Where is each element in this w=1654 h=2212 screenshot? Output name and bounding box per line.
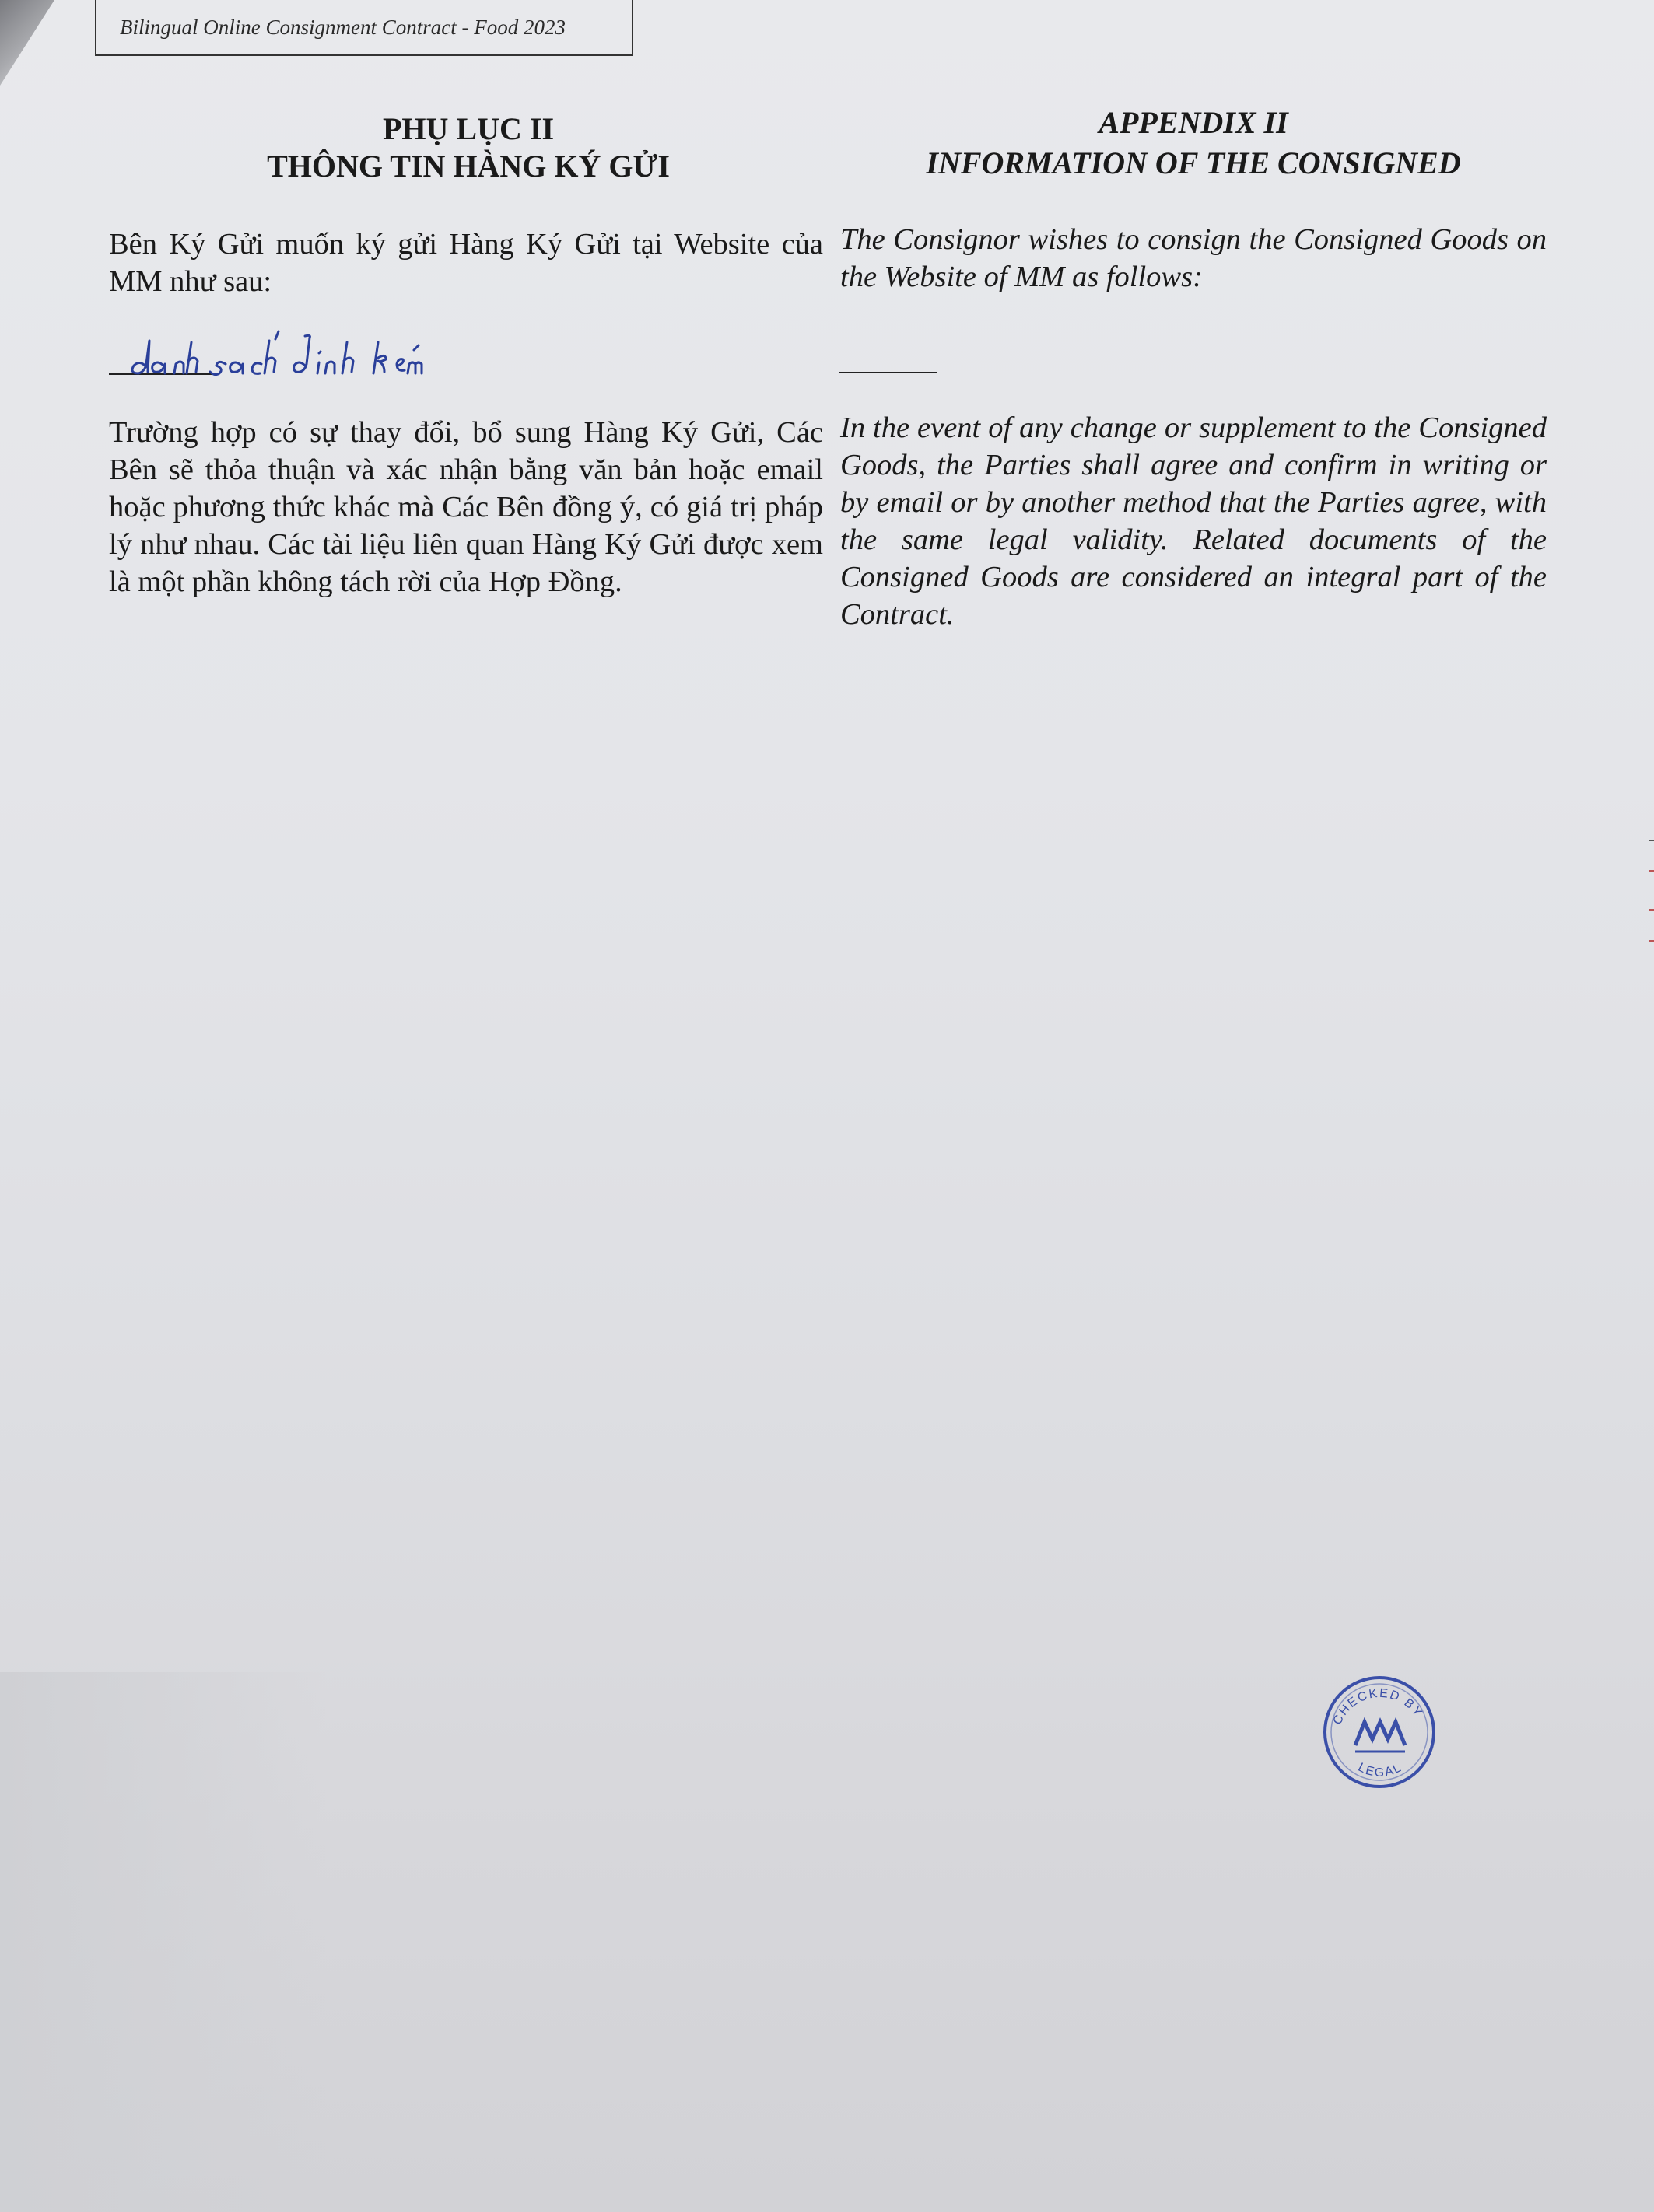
change-clause-en: In the event of any change or supplement to the Consigned Goods, the Parties shall agree and confirm in writing or by email or by another method that the Parties agree, with the same legal validity. Related documents of the Consigned Goods are considered an integral part of the Contract. <box>840 411 1547 631</box>
document-header-label: Bilingual Online Consignment Contract - Food 2023 <box>120 15 566 39</box>
svg-text:LEGAL: LEGAL <box>1355 1760 1405 1780</box>
fill-in-line-en <box>839 372 937 373</box>
page-corner-fold <box>0 0 54 86</box>
appendix-title-en-line2: INFORMATION OF THE CONSIGNED <box>926 145 1461 180</box>
appendix-title-vn-line2: THÔNG TIN HÀNG KÝ GỬI <box>267 149 670 184</box>
appendix-title-en-line1: APPENDIX II <box>1099 105 1288 140</box>
checked-by-legal-stamp <box>1321 1674 1438 1790</box>
margin-marks <box>1646 840 1654 949</box>
document-header-box <box>95 0 633 56</box>
intro-paragraph-vn: Bên Ký Gửi muốn ký gửi Hàng Ký Gửi tại Website của MM như sau: <box>109 228 823 298</box>
svg-text:CHECKED BY: CHECKED BY <box>1330 1686 1425 1727</box>
appendix-title-english <box>840 103 1547 184</box>
appendix-title-vn-line1: PHỤ LỤC II <box>382 111 555 146</box>
paper-shadow <box>0 1672 327 2212</box>
intro-paragraph-en: The Consignor wishes to consign the Consigned Goods on the Website of MM as follows: <box>840 223 1547 293</box>
change-clause-vn: Trường hợp có sự thay đổi, bổ sung Hàng Ký Gửi, Các Bên sẽ thỏa thuận và xác nhận bằng văn bản hoặc email hoặc phương thức khác mà Các Bên đồng ý, có giá trị pháp lý như nhau. Các tài liệu liên quan Hàng Ký Gửi được xem là một phần không tách rời của Hợp Đồng. <box>109 416 823 598</box>
appendix-title-vietnamese <box>109 110 828 185</box>
handwritten-entry <box>109 319 482 381</box>
